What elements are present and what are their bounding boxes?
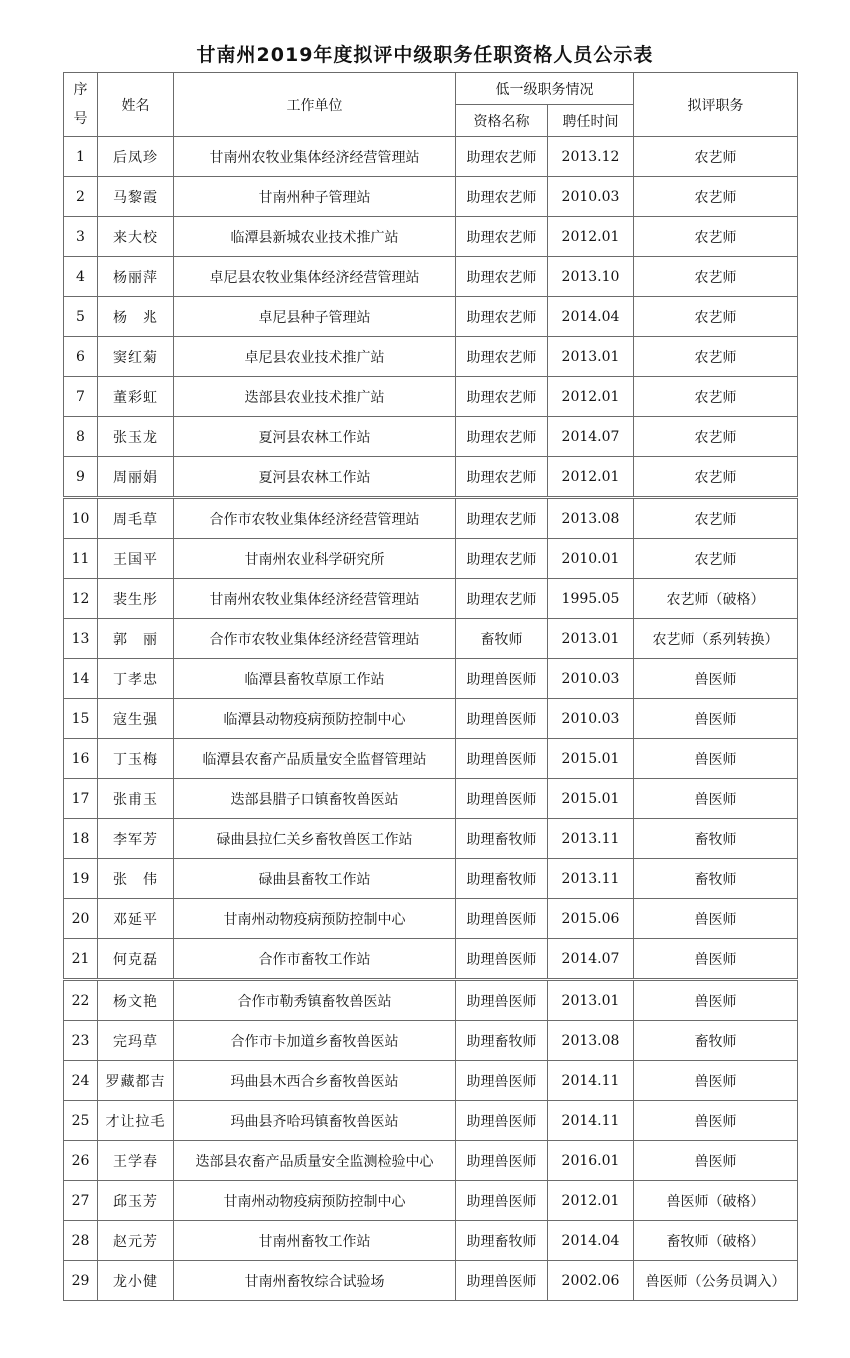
cell-name: 周丽娟 (98, 457, 174, 498)
cell-qualification: 助理畜牧师 (456, 819, 548, 859)
cell-proposed: 农艺师 (634, 377, 798, 417)
table-row (64, 257, 798, 297)
header-seq (64, 73, 98, 137)
cell-seq: 21 (64, 939, 98, 980)
cell-seq: 9 (64, 457, 98, 498)
cell-hire-time: 2010.03 (548, 659, 634, 699)
cell-name: 张 伟 (98, 859, 174, 899)
cell-name: 杨丽萍 (98, 257, 174, 297)
cell-proposed: 农艺师 (634, 297, 798, 337)
cell-proposed: 农艺师（破格） (634, 579, 798, 619)
cell-qualification: 助理兽医师 (456, 1061, 548, 1101)
cell-hire-time: 2012.01 (548, 1181, 634, 1221)
table-row (64, 177, 798, 217)
table-row (64, 417, 798, 457)
cell-unit: 迭部县腊子口镇畜牧兽医站 (174, 779, 456, 819)
table-row (64, 297, 798, 337)
cell-hire-time: 2013.08 (548, 1021, 634, 1061)
cell-seq: 8 (64, 417, 98, 457)
cell-hire-time: 2010.01 (548, 539, 634, 579)
cell-proposed: 兽医师 (634, 1141, 798, 1181)
cell-hire-time: 2013.01 (548, 980, 634, 1021)
cell-qualification: 助理农艺师 (456, 297, 548, 337)
cell-hire-time: 2014.11 (548, 1061, 634, 1101)
cell-name: 杨文艳 (98, 980, 174, 1021)
cell-proposed: 农艺师 (634, 417, 798, 457)
cell-qualification: 助理农艺师 (456, 498, 548, 539)
cell-seq: 20 (64, 899, 98, 939)
cell-name: 后凤珍 (98, 137, 174, 177)
header-unit: 工作单位 (174, 73, 456, 137)
cell-proposed: 畜牧师（破格） (634, 1221, 798, 1261)
table-row (64, 1061, 798, 1101)
header-hire-time: 聘任时间 (548, 105, 634, 137)
cell-hire-time: 2016.01 (548, 1141, 634, 1181)
cell-name: 李军芳 (98, 819, 174, 859)
cell-hire-time: 2015.01 (548, 739, 634, 779)
table-row (64, 1141, 798, 1181)
cell-unit: 碌曲县拉仁关乡畜牧兽医工作站 (174, 819, 456, 859)
cell-unit: 甘南州动物疫病预防控制中心 (174, 1181, 456, 1221)
cell-name: 张玉龙 (98, 417, 174, 457)
cell-proposed: 畜牧师 (634, 859, 798, 899)
cell-proposed: 农艺师 (634, 177, 798, 217)
cell-unit: 甘南州农牧业集体经济经营管理站 (174, 579, 456, 619)
cell-proposed: 兽医师 (634, 739, 798, 779)
table-row (64, 699, 798, 739)
table-row (64, 619, 798, 659)
cell-unit: 合作市畜牧工作站 (174, 939, 456, 980)
cell-seq: 16 (64, 739, 98, 779)
cell-qualification: 助理农艺师 (456, 337, 548, 377)
cell-seq: 2 (64, 177, 98, 217)
table-row (64, 779, 798, 819)
table-row (64, 337, 798, 377)
cell-unit: 甘南州畜牧工作站 (174, 1221, 456, 1261)
cell-unit: 卓尼县农牧业集体经济经营管理站 (174, 257, 456, 297)
cell-hire-time: 2010.03 (548, 177, 634, 217)
cell-qualification: 助理兽医师 (456, 1141, 548, 1181)
cell-name: 窦红菊 (98, 337, 174, 377)
cell-seq: 18 (64, 819, 98, 859)
cell-name: 何克磊 (98, 939, 174, 980)
cell-proposed: 农艺师 (634, 257, 798, 297)
cell-proposed: 兽医师 (634, 980, 798, 1021)
cell-proposed: 农艺师 (634, 457, 798, 498)
cell-unit: 合作市农牧业集体经济经营管理站 (174, 619, 456, 659)
table-row (64, 137, 798, 177)
cell-qualification: 助理兽医师 (456, 699, 548, 739)
cell-name: 邓延平 (98, 899, 174, 939)
cell-qualification: 助理兽医师 (456, 1181, 548, 1221)
cell-qualification: 助理畜牧师 (456, 1221, 548, 1261)
table-body (64, 137, 798, 1301)
table-header (64, 73, 798, 137)
cell-name: 张甫玉 (98, 779, 174, 819)
cell-seq: 29 (64, 1261, 98, 1301)
table-row (64, 1021, 798, 1061)
cell-qualification: 助理畜牧师 (456, 1021, 548, 1061)
cell-proposed: 兽医师 (634, 659, 798, 699)
table-row (64, 980, 798, 1021)
cell-name: 马黎霞 (98, 177, 174, 217)
cell-qualification: 助理农艺师 (456, 377, 548, 417)
cell-hire-time: 2014.04 (548, 297, 634, 337)
cell-proposed: 兽医师 (634, 1061, 798, 1101)
cell-hire-time: 2014.07 (548, 939, 634, 980)
cell-name: 王国平 (98, 539, 174, 579)
cell-proposed: 兽医师（破格） (634, 1181, 798, 1221)
cell-name: 裴生彤 (98, 579, 174, 619)
cell-seq: 14 (64, 659, 98, 699)
cell-qualification: 畜牧师 (456, 619, 548, 659)
cell-unit: 合作市勒秀镇畜牧兽医站 (174, 980, 456, 1021)
cell-unit: 临潭县农畜产品质量安全监督管理站 (174, 739, 456, 779)
cell-unit: 甘南州种子管理站 (174, 177, 456, 217)
cell-qualification: 助理兽医师 (456, 899, 548, 939)
cell-unit: 临潭县畜牧草原工作站 (174, 659, 456, 699)
cell-name: 来大校 (98, 217, 174, 257)
cell-hire-time: 2014.04 (548, 1221, 634, 1261)
cell-proposed: 兽医师 (634, 699, 798, 739)
cell-proposed: 农艺师 (634, 539, 798, 579)
cell-qualification: 助理农艺师 (456, 457, 548, 498)
header-seq-line2: 号 (73, 110, 88, 127)
cell-name: 邱玉芳 (98, 1181, 174, 1221)
cell-unit: 夏河县农林工作站 (174, 457, 456, 498)
cell-unit: 夏河县农林工作站 (174, 417, 456, 457)
cell-qualification: 助理农艺师 (456, 417, 548, 457)
cell-seq: 28 (64, 1221, 98, 1261)
table-row (64, 939, 798, 980)
header-name: 姓名 (98, 73, 174, 137)
header-qualification: 资格名称 (456, 105, 548, 137)
cell-hire-time: 2014.11 (548, 1101, 634, 1141)
cell-unit: 玛曲县齐哈玛镇畜牧兽医站 (174, 1101, 456, 1141)
cell-unit: 甘南州农业科学研究所 (174, 539, 456, 579)
cell-proposed: 农艺师 (634, 137, 798, 177)
cell-name: 罗藏都吉 (98, 1061, 174, 1101)
cell-name: 郭 丽 (98, 619, 174, 659)
cell-seq: 4 (64, 257, 98, 297)
cell-seq: 5 (64, 297, 98, 337)
cell-unit: 合作市卡加道乡畜牧兽医站 (174, 1021, 456, 1061)
table-row (64, 1261, 798, 1301)
cell-unit: 迭部县农业技术推广站 (174, 377, 456, 417)
table-row (64, 457, 798, 498)
cell-seq: 23 (64, 1021, 98, 1061)
cell-seq: 19 (64, 859, 98, 899)
table-row (64, 1101, 798, 1141)
cell-unit: 迭部县农畜产品质量安全监测检验中心 (174, 1141, 456, 1181)
cell-hire-time: 2012.01 (548, 457, 634, 498)
cell-seq: 12 (64, 579, 98, 619)
cell-proposed: 兽医师（公务员调入） (634, 1261, 798, 1301)
cell-name: 董彩虹 (98, 377, 174, 417)
cell-hire-time: 2012.01 (548, 217, 634, 257)
cell-qualification: 助理农艺师 (456, 177, 548, 217)
cell-proposed: 兽医师 (634, 899, 798, 939)
cell-proposed: 农艺师 (634, 217, 798, 257)
cell-seq: 7 (64, 377, 98, 417)
cell-hire-time: 2013.08 (548, 498, 634, 539)
cell-seq: 1 (64, 137, 98, 177)
table-row (64, 739, 798, 779)
table-row (64, 859, 798, 899)
cell-name: 丁孝忠 (98, 659, 174, 699)
cell-proposed: 兽医师 (634, 1101, 798, 1141)
cell-hire-time: 2015.06 (548, 899, 634, 939)
cell-name: 杨 兆 (98, 297, 174, 337)
cell-hire-time: 2010.03 (548, 699, 634, 739)
cell-proposed: 农艺师（系列转换） (634, 619, 798, 659)
cell-unit: 临潭县新城农业技术推广站 (174, 217, 456, 257)
header-proposed: 拟评职务 (634, 73, 798, 137)
cell-seq: 11 (64, 539, 98, 579)
cell-unit: 合作市农牧业集体经济经营管理站 (174, 498, 456, 539)
cell-proposed: 兽医师 (634, 939, 798, 980)
cell-qualification: 助理畜牧师 (456, 859, 548, 899)
header-seq-line1: 序 (73, 81, 88, 98)
cell-qualification: 助理兽医师 (456, 739, 548, 779)
table-row (64, 377, 798, 417)
cell-hire-time: 2013.11 (548, 859, 634, 899)
cell-name: 才让拉毛 (98, 1101, 174, 1141)
cell-seq: 24 (64, 1061, 98, 1101)
cell-seq: 10 (64, 498, 98, 539)
cell-qualification: 助理兽医师 (456, 939, 548, 980)
cell-unit: 碌曲县畜牧工作站 (174, 859, 456, 899)
cell-proposed: 农艺师 (634, 498, 798, 539)
cell-proposed: 畜牧师 (634, 819, 798, 859)
cell-hire-time: 2012.01 (548, 377, 634, 417)
cell-hire-time: 2013.11 (548, 819, 634, 859)
document-title: 甘南州2019年度拟评中级职务任职资格人员公示表 (196, 44, 654, 66)
cell-unit: 玛曲县木西合乡畜牧兽医站 (174, 1061, 456, 1101)
cell-hire-time: 2013.01 (548, 619, 634, 659)
personnel-table (63, 72, 798, 1301)
cell-name: 王学春 (98, 1141, 174, 1181)
cell-seq: 13 (64, 619, 98, 659)
table-row (64, 217, 798, 257)
table-row (64, 539, 798, 579)
cell-hire-time: 1995.05 (548, 579, 634, 619)
cell-proposed: 兽医师 (634, 779, 798, 819)
cell-name: 完玛草 (98, 1021, 174, 1061)
cell-unit: 卓尼县农业技术推广站 (174, 337, 456, 377)
cell-unit: 甘南州动物疫病预防控制中心 (174, 899, 456, 939)
cell-qualification: 助理兽医师 (456, 1261, 548, 1301)
cell-unit: 卓尼县种子管理站 (174, 297, 456, 337)
cell-proposed: 农艺师 (634, 337, 798, 377)
cell-hire-time: 2013.10 (548, 257, 634, 297)
cell-qualification: 助理兽医师 (456, 980, 548, 1021)
cell-seq: 15 (64, 699, 98, 739)
cell-qualification: 助理兽医师 (456, 779, 548, 819)
cell-name: 丁玉梅 (98, 739, 174, 779)
cell-name: 寇生强 (98, 699, 174, 739)
table-row (64, 1221, 798, 1261)
cell-hire-time: 2015.01 (548, 779, 634, 819)
cell-seq: 22 (64, 980, 98, 1021)
cell-seq: 25 (64, 1101, 98, 1141)
table-row (64, 579, 798, 619)
cell-name: 龙小健 (98, 1261, 174, 1301)
cell-unit: 甘南州农牧业集体经济经营管理站 (174, 137, 456, 177)
cell-proposed: 畜牧师 (634, 1021, 798, 1061)
cell-qualification: 助理农艺师 (456, 257, 548, 297)
cell-hire-time: 2013.01 (548, 337, 634, 377)
cell-qualification: 助理农艺师 (456, 217, 548, 257)
cell-hire-time: 2002.06 (548, 1261, 634, 1301)
cell-unit: 甘南州畜牧综合试验场 (174, 1261, 456, 1301)
cell-seq: 27 (64, 1181, 98, 1221)
table-row (64, 899, 798, 939)
cell-qualification: 助理农艺师 (456, 137, 548, 177)
table-row (64, 1181, 798, 1221)
cell-seq: 17 (64, 779, 98, 819)
cell-hire-time: 2014.07 (548, 417, 634, 457)
table-row (64, 659, 798, 699)
cell-seq: 6 (64, 337, 98, 377)
cell-unit: 临潭县动物疫病预防控制中心 (174, 699, 456, 739)
table-row (64, 498, 798, 539)
cell-qualification: 助理兽医师 (456, 659, 548, 699)
cell-name: 赵元芳 (98, 1221, 174, 1261)
header-lower-group: 低一级职务情况 (456, 73, 634, 105)
cell-seq: 3 (64, 217, 98, 257)
table-row (64, 819, 798, 859)
cell-qualification: 助理农艺师 (456, 579, 548, 619)
cell-seq: 26 (64, 1141, 98, 1181)
cell-qualification: 助理兽医师 (456, 1101, 548, 1141)
cell-qualification: 助理农艺师 (456, 539, 548, 579)
cell-hire-time: 2013.12 (548, 137, 634, 177)
cell-name: 周毛草 (98, 498, 174, 539)
